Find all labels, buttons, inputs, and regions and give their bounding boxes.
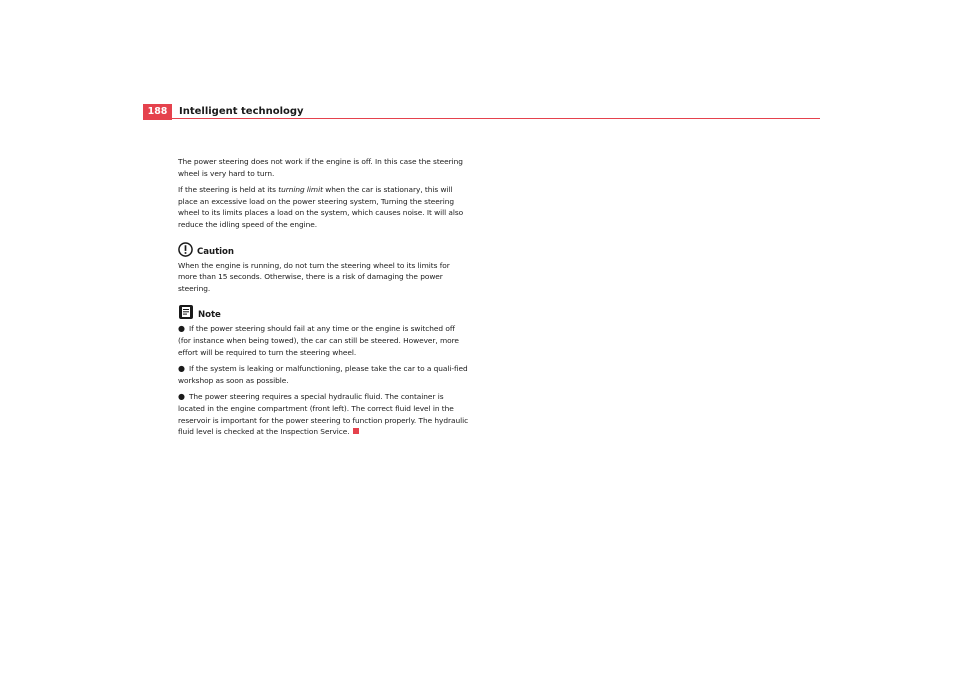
end-of-section-icon: [353, 428, 359, 434]
note-bullet: ● The power steering requires a special hydraulic fluid. The container is located in the engine compartment (front left). The correct fluid level in the reservoir is important for the power steering to function properly. The hydraulic fluid level is checked at the Inspection Service.: [178, 392, 469, 437]
notepad-icon: [178, 304, 194, 320]
paragraph-turning-limit: If the steering is held at its turning limit when the car is stationary, this will place an excessive load on the power steering system, Turning the steering wheel to its limits places a load on the system, which causes noise. It will also reduce the idling speed of the engine.: [178, 185, 464, 229]
bullet-icon: ●: [178, 392, 185, 402]
paragraph-power-steering-off: The power steering does not work if the engine is off. In this case the steering wheel is very hard to turn.: [178, 157, 463, 178]
exclamation-circle-icon: [178, 242, 193, 257]
turning-limit-emphasis: turning limit: [278, 185, 323, 195]
note-bullet: ● If the power steering should fail at any time or the engine is switched off (for instance when being towed), the car can still be steered. However, more effort will be required to turn the steering wheel.: [178, 324, 459, 357]
note-title: Note: [198, 310, 221, 321]
bullet-icon: ●: [178, 364, 185, 374]
caution-title: Caution: [197, 246, 234, 257]
note-heading: [178, 304, 470, 320]
header-rule: [172, 118, 820, 119]
page-title: Intelligent technology: [179, 106, 304, 117]
content-column: [178, 156, 470, 443]
bullet-icon: ●: [178, 324, 185, 334]
caution-heading: [178, 241, 470, 257]
page-number-badge: 188: [143, 104, 172, 120]
note-bullet: ● If the system is leaking or malfunctioning, please take the car to a quali-fied workshop as soon as possible.: [178, 364, 468, 385]
caution-text: When the engine is running, do not turn the steering wheel to its limits for more than 15 seconds. Otherwise, there is a risk of damaging the power steering.: [178, 260, 450, 293]
page-header: [143, 104, 820, 120]
